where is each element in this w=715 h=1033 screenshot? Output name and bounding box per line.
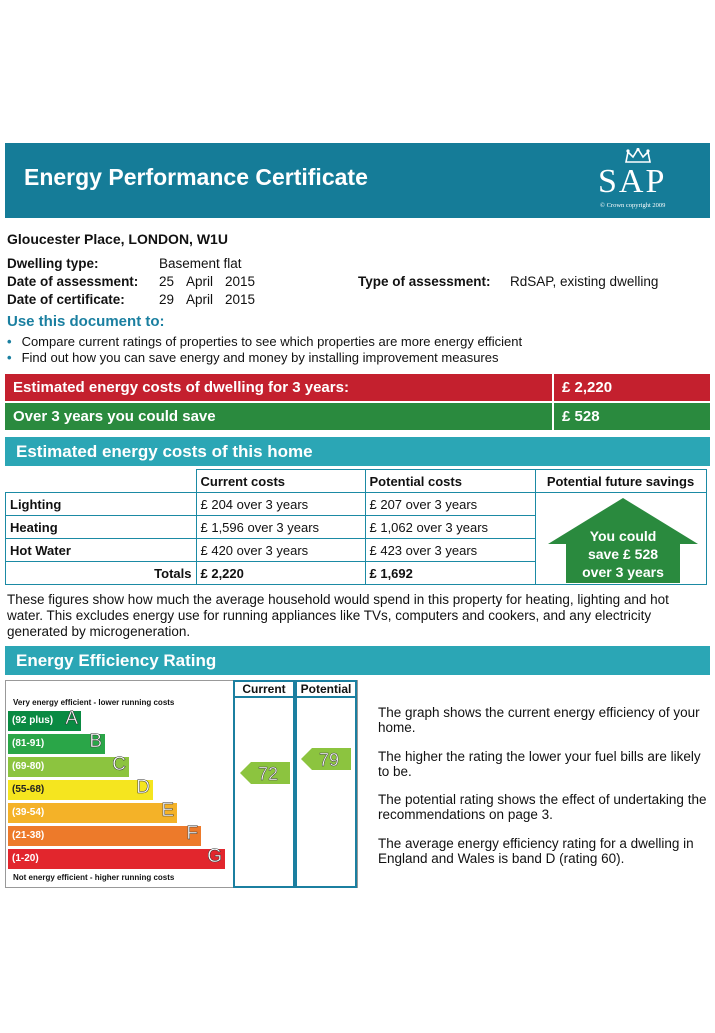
rating-band-d xyxy=(8,777,153,800)
rating-band-range: (81-91) xyxy=(12,738,45,749)
assessment-day: 25 xyxy=(159,274,175,289)
table-header-row xyxy=(6,470,707,493)
assessment-date-label: Date of assessment: xyxy=(7,274,139,289)
rating-band-letter: A xyxy=(65,708,78,729)
rating-band-letter: E xyxy=(161,800,174,821)
costs-explanation: These figures show how much the average household would spend in this property for heating, lighting and hot water. This excludes energy use for running appliances like TVs, computers and cookers, and any electricity generated by microgeneration. xyxy=(7,592,669,639)
rating-band-letter: D xyxy=(136,777,150,798)
table-header-savings: Potential future savings xyxy=(535,470,706,493)
current-rating-arrow xyxy=(240,762,290,784)
rating-band-letter: C xyxy=(112,754,126,775)
energy-cost-bar xyxy=(5,374,710,401)
savings-label-cell xyxy=(5,403,552,430)
savings-label: Over 3 years you could save xyxy=(13,408,216,425)
totals-potential: £ 1,692 xyxy=(365,562,535,585)
rating-band-range: (1-20) xyxy=(12,853,39,864)
savings-callout-line1: You could xyxy=(589,528,657,544)
totals-current: £ 2,220 xyxy=(196,562,365,585)
rating-band-range: (55-68) xyxy=(12,784,45,795)
potential-rating-arrow xyxy=(301,748,351,770)
potential-column xyxy=(295,680,357,888)
row-potential: £ 207 over 3 years xyxy=(365,493,535,516)
row-label: Lighting xyxy=(6,493,197,516)
rating-section-title: Energy Efficiency Rating xyxy=(5,646,710,675)
rating-band-g xyxy=(8,846,225,869)
assessment-type-label: Type of assessment: xyxy=(358,274,491,289)
savings-callout xyxy=(560,527,686,581)
column-potential-label: Potential xyxy=(300,682,352,696)
totals-label: Totals xyxy=(6,562,197,585)
assessment-month: April xyxy=(186,274,214,289)
current-column xyxy=(233,680,295,888)
rating-bands xyxy=(0,708,240,871)
certificate-day: 29 xyxy=(159,292,175,307)
potential-rating-value: 79 xyxy=(318,750,340,770)
column-header-divider xyxy=(233,696,355,698)
savings-callout-line3: over 3 years xyxy=(582,564,664,580)
certificate-year: 2015 xyxy=(225,292,256,307)
table-header-potential: Potential costs xyxy=(365,470,535,493)
savings-value: £ 528 xyxy=(562,408,600,425)
rating-info-3: The potential rating shows the effect of undertaking the recommendations on page 3. xyxy=(378,792,707,822)
sap-logo: SAP xyxy=(598,163,667,200)
dwelling-type-label: Dwelling type: xyxy=(7,256,99,271)
rating-band-letter: G xyxy=(207,846,222,867)
dwelling-type-value: Basement flat xyxy=(159,256,242,271)
rating-band-c xyxy=(8,754,129,777)
savings-bar xyxy=(5,403,710,430)
current-rating-value: 72 xyxy=(257,764,279,784)
rating-info-4: The average energy efficiency rating for a dwelling in England and Wales is band D (rating 60). xyxy=(378,836,694,866)
row-label: Heating xyxy=(6,516,197,539)
property-address: Gloucester Place, LONDON, W1U xyxy=(7,231,228,247)
rating-info-2: The higher the rating the lower your fuel bills are likely to be. xyxy=(378,749,701,779)
rating-band-f xyxy=(8,823,201,846)
certificate-title: Energy Performance Certificate xyxy=(24,164,368,190)
costs-section-title: Estimated energy costs of this home xyxy=(5,437,710,466)
row-current: £ 1,596 over 3 years xyxy=(196,516,365,539)
assessment-type-value: RdSAP, existing dwelling xyxy=(510,274,659,289)
savings-callout-line2: save £ 528 xyxy=(587,546,659,562)
use-bullet: • Compare current ratings of properties to see which properties are more energy efficient xyxy=(7,334,523,349)
certificate-date-label: Date of certificate: xyxy=(7,292,125,307)
energy-cost-value-cell xyxy=(554,374,710,401)
certificate-month: April xyxy=(186,292,214,307)
rating-top-note: Very energy efficient - lower running costs xyxy=(13,698,175,707)
energy-cost-value: £ 2,220 xyxy=(562,379,613,396)
row-potential: £ 423 over 3 years xyxy=(365,539,535,562)
row-current: £ 204 over 3 years xyxy=(196,493,365,516)
rating-band-a xyxy=(8,708,81,731)
sap-copyright: © Crown copyright 2009 xyxy=(600,202,666,209)
use-document-title: Use this document to: xyxy=(7,313,165,330)
crown-icon xyxy=(624,148,652,164)
rating-band-range: (92 plus) xyxy=(12,715,54,726)
rating-bottom-note: Not energy efficient - higher running costs xyxy=(13,873,175,882)
rating-info-1: The graph shows the current energy efficiency of your home. xyxy=(378,705,700,735)
column-current-label: Current xyxy=(242,682,286,696)
use-bullet: • Find out how you can save energy and money by installing improvement measures xyxy=(7,350,499,365)
table-header-empty xyxy=(6,470,197,493)
rating-band-b xyxy=(8,731,105,754)
rating-band-letter: F xyxy=(186,823,198,844)
table-header-current: Current costs xyxy=(196,470,365,493)
savings-value-cell xyxy=(554,403,710,430)
assessment-year: 2015 xyxy=(225,274,256,289)
row-potential: £ 1,062 over 3 years xyxy=(365,516,535,539)
rating-band-e xyxy=(8,800,177,823)
rating-band-range: (39-54) xyxy=(12,807,45,818)
row-current: £ 420 over 3 years xyxy=(196,539,365,562)
row-label: Hot Water xyxy=(6,539,197,562)
energy-cost-label-cell xyxy=(5,374,552,401)
rating-band-range: (21-38) xyxy=(12,830,45,841)
energy-cost-label: Estimated energy costs of dwelling for 3 years: xyxy=(13,379,349,396)
rating-band-letter: B xyxy=(89,731,102,752)
rating-band-range: (69-80) xyxy=(12,761,45,772)
